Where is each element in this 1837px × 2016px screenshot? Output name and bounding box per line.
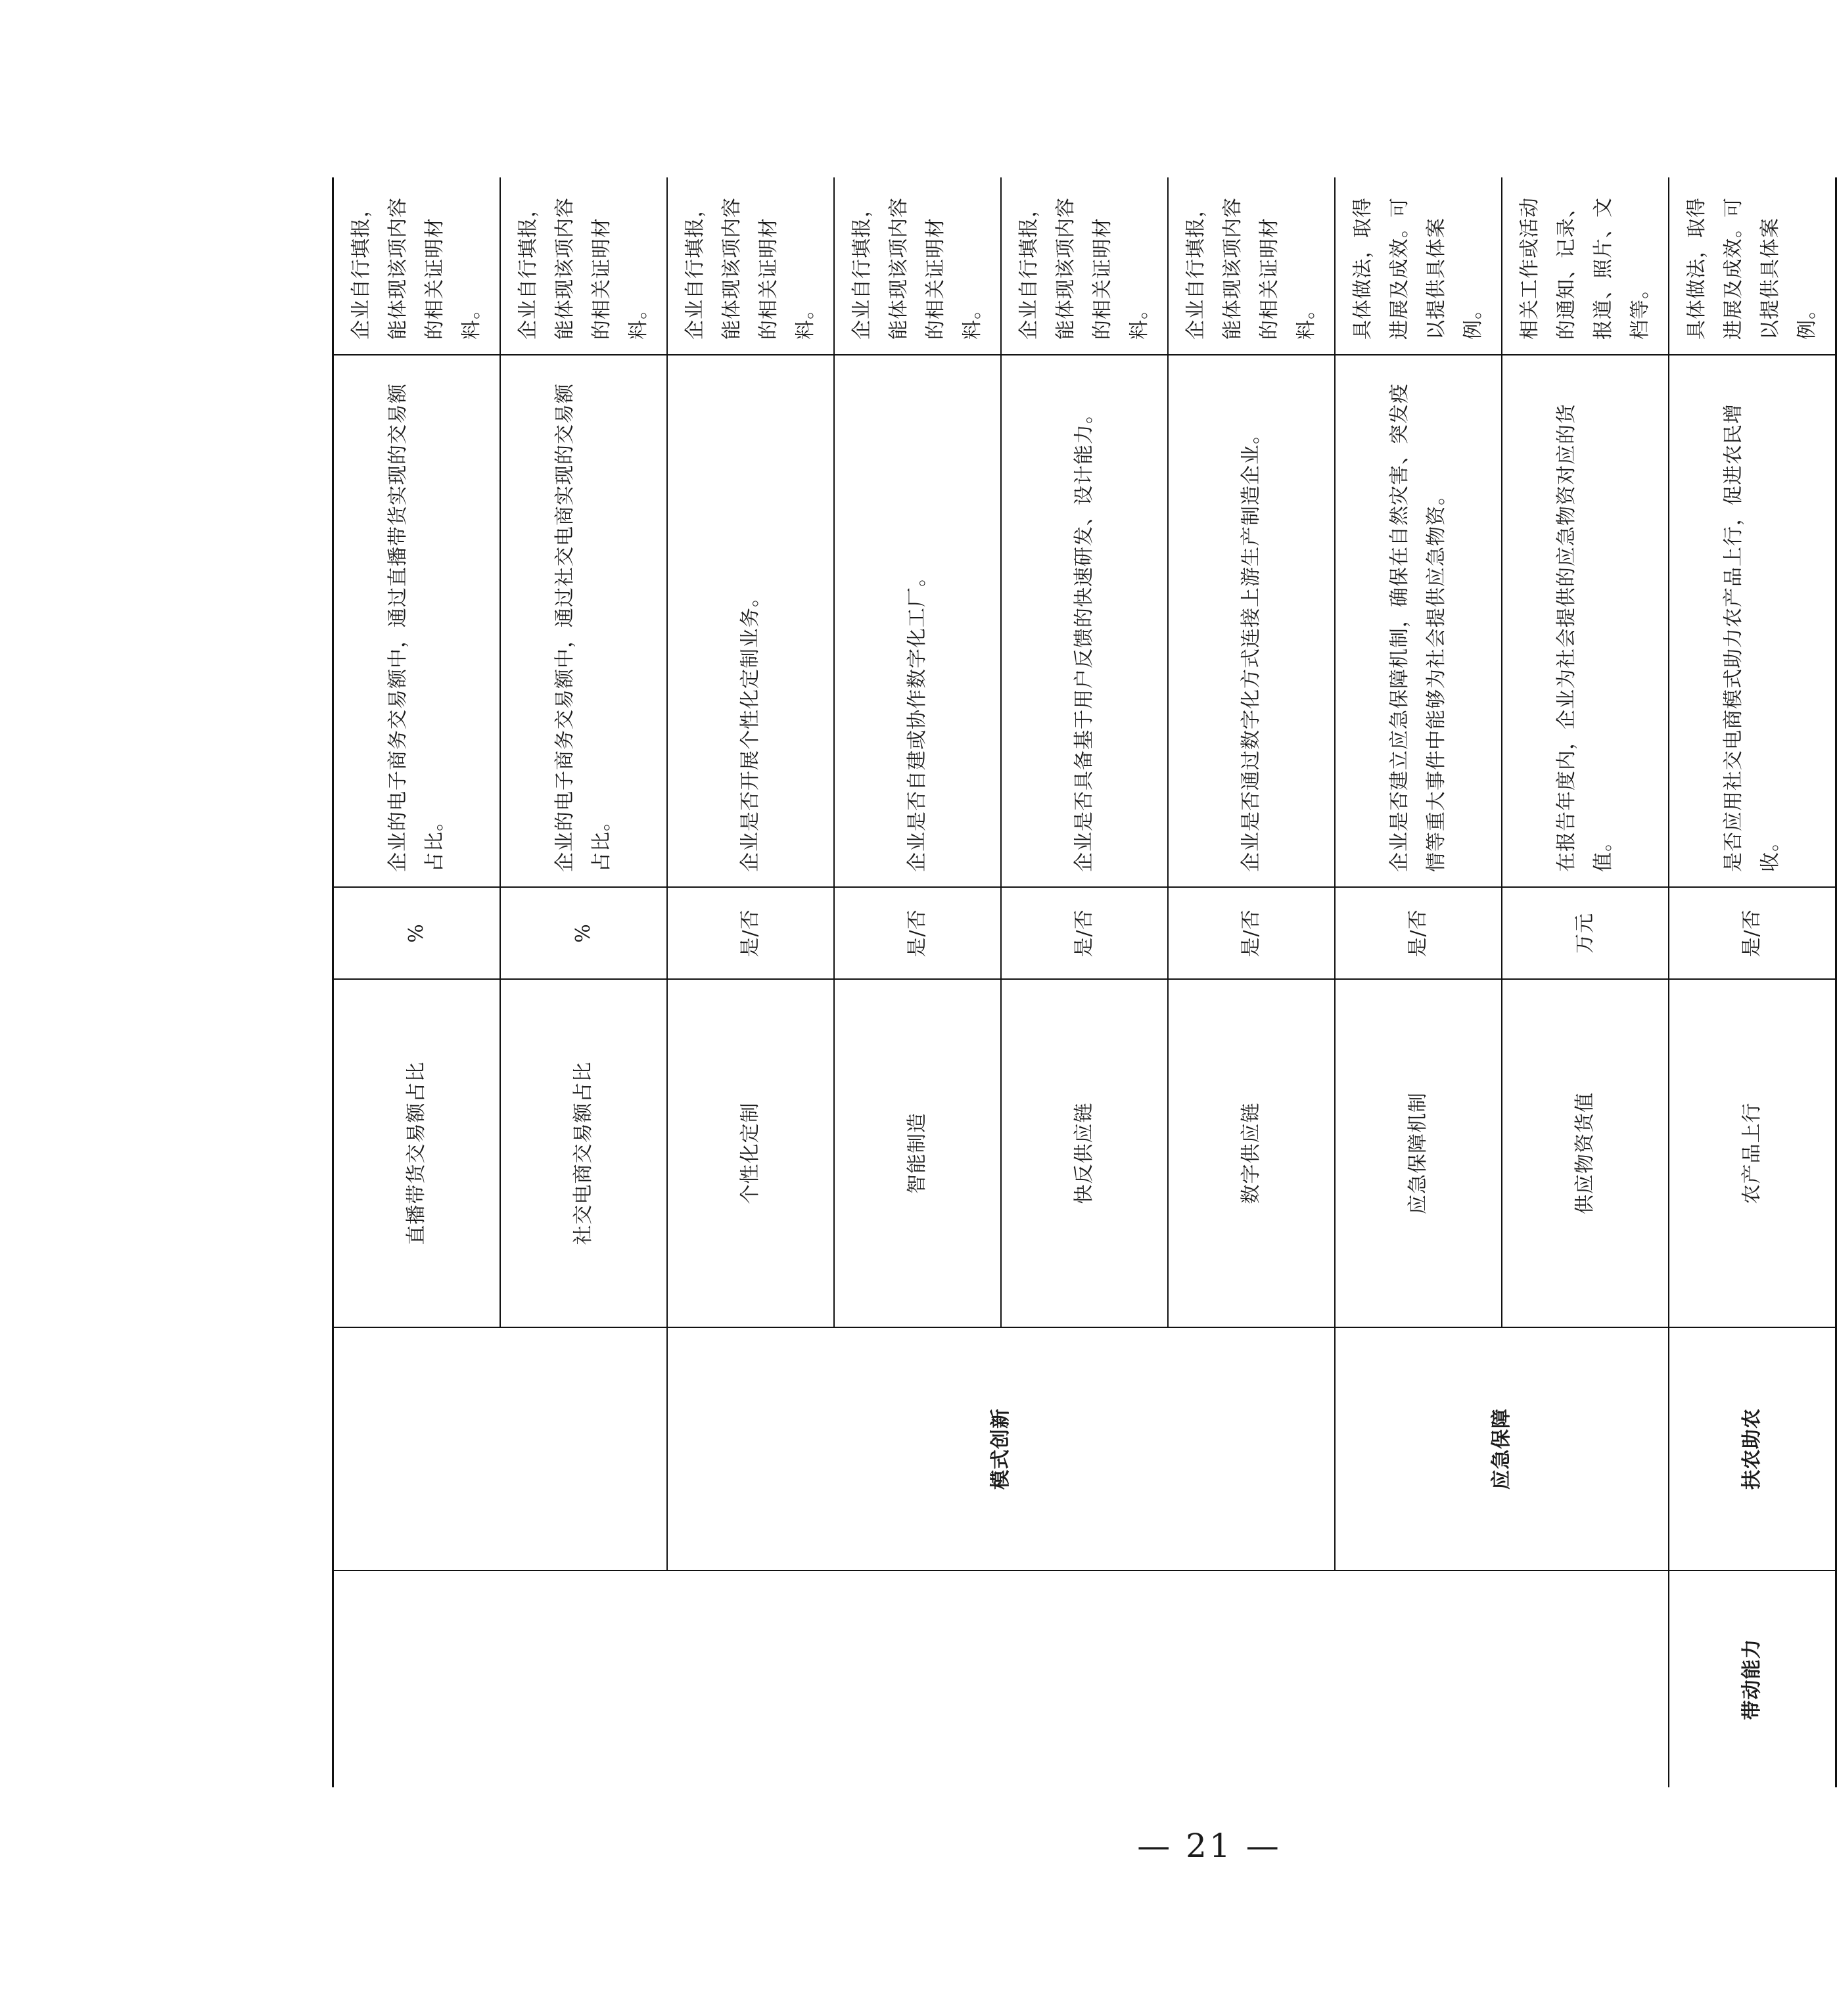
indicator-name: 供应物资货值: [1502, 979, 1669, 1327]
empty-cell: [834, 1570, 1001, 1787]
empty-cell: [500, 1327, 667, 1570]
table-row: [1335, 177, 1502, 1787]
indicator-unit: 是/否: [1001, 887, 1168, 979]
empty-cell: [1168, 1570, 1335, 1787]
indicator-note: 相关工作或活动的通知、记录、报道、照片、文档等。: [1502, 177, 1669, 355]
indicator-grid: [332, 177, 1837, 1787]
empty-cell: [1335, 1570, 1502, 1787]
indicator-description: 企业的电子商务交易额中，通过直播带货实现的交易额占比。: [333, 355, 501, 887]
indicator-description: 企业是否自建或协作数字化工厂。: [834, 355, 1001, 887]
table-row: [500, 177, 667, 1787]
empty-cell: [500, 1570, 667, 1787]
indicator-note: 企业自行填报，能体现该项内容的相关证明材料。: [1001, 177, 1168, 355]
indicator-description: 是否应用社交电商模式助力农产品上行，促进农民增收。: [1669, 355, 1836, 887]
indicator-name: 社交电商交易额占比: [500, 979, 667, 1327]
empty-cell: [333, 1570, 501, 1787]
category-cell: 应急保障: [1335, 1327, 1669, 1570]
page-number: — 21 —: [1137, 1827, 1282, 1865]
indicator-name: 直播带货交易额占比: [333, 979, 501, 1327]
empty-cell: [1001, 1570, 1168, 1787]
empty-cell: [1502, 1570, 1669, 1787]
indicator-unit: 是/否: [834, 887, 1001, 979]
indicator-unit: 万元: [1502, 887, 1669, 979]
indicator-description: 企业的电子商务交易额中，通过社交电商实现的交易额占比。: [500, 355, 667, 887]
indicator-name: 快反供应链: [1001, 979, 1168, 1327]
indicator-description: 在报告年度内，企业为社会提供的应急物资对应的货值。: [1502, 355, 1669, 887]
indicator-name: 应急保障机制: [1335, 979, 1502, 1327]
indicator-name: 农产品上行: [1669, 979, 1836, 1327]
indicator-note: 企业自行填报，能体现该项内容的相关证明材料。: [1168, 177, 1335, 355]
indicator-note: 企业自行填报，能体现该项内容的相关证明材料。: [333, 177, 501, 355]
indicator-name: 个性化定制: [667, 979, 834, 1327]
indicator-unit: 是/否: [1335, 887, 1502, 979]
indicator-description: 企业是否开展个性化定制业务。: [667, 355, 834, 887]
indicator-name: 数字供应链: [1168, 979, 1335, 1327]
empty-cell: [333, 1327, 501, 1570]
indicator-unit: %: [500, 887, 667, 979]
indicator-table: [332, 177, 1819, 1787]
category-cell: 带动能力: [1669, 1570, 1836, 1787]
indicator-name: 智能制造: [834, 979, 1001, 1327]
table-row: [667, 177, 834, 1787]
subcategory-cell: 扶农助农: [1669, 1327, 1836, 1570]
indicator-unit: 是/否: [667, 887, 834, 979]
indicator-description: 企业是否通过数字化方式连接上游生产制造企业。: [1168, 355, 1335, 887]
indicator-description: 企业是否建立应急保障机制，确保在自然灾害、突发疫情等重大事件中能够为社会提供应急物资。: [1335, 355, 1502, 887]
indicator-description: 企业是否具备基于用户反馈的快速研发、设计能力。: [1001, 355, 1168, 887]
indicator-note: 企业自行填报，能体现该项内容的相关证明材料。: [834, 177, 1001, 355]
indicator-note: 企业自行填报，能体现该项内容的相关证明材料。: [667, 177, 834, 355]
indicator-note: 具体做法，取得进展及成效。可以提供具体案例。: [1669, 177, 1836, 355]
table-row: [333, 177, 501, 1787]
indicator-note: 企业自行填报，能体现该项内容的相关证明材料。: [500, 177, 667, 355]
indicator-unit: 是/否: [1168, 887, 1335, 979]
indicator-unit: 是/否: [1669, 887, 1836, 979]
table-row: [1669, 177, 1836, 1787]
empty-cell: [667, 1570, 834, 1787]
indicator-note: 具体做法，取得进展及成效。可以提供具体案例。: [1335, 177, 1502, 355]
indicator-unit: %: [333, 887, 501, 979]
category-cell: 模式创新: [667, 1327, 1335, 1570]
